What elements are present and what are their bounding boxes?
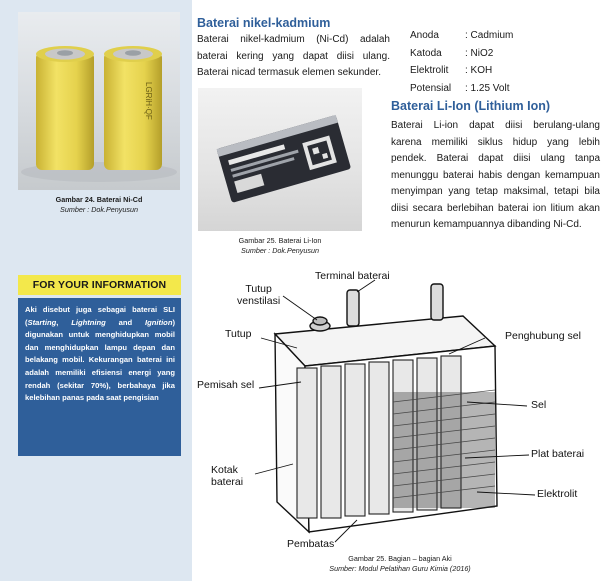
label-penghubung-sel: Penghubung sel [505,330,581,342]
fyi-box [18,298,181,456]
label-tutup-ventilasi [237,283,280,307]
fig24-title: Gambar 24. Baterai Ni-Cd [55,195,143,204]
liion-battery-photo [198,88,362,231]
fig25-aki-title: Gambar 25. Bagian – bagian Aki [348,554,452,563]
spec-key: Elektrolit [410,65,449,76]
cell-label-text: LGRiH·QF [144,82,153,120]
liion-paragraph: Baterai Li-ion dapat diisi berulang-ulang karena memiliki siklus hidup yang lebih pendek. Baterai dapat diisi ulang tanpa menunggu baterai habis dengan kemampuan menyimpan yang tetap maksimal, tetapi bila diisi secara berlebihan baterai ion litium akan menurun kemampuannya dibanding Ni-Cd. [391,120,600,230]
label-tutup-ventilasi-line1: Tutup [245,283,272,295]
fyi-text-2: , [56,317,72,327]
liion-battery-illustration [198,88,362,231]
fyi-term-lightning: Lightning [71,317,106,327]
label-pembatas: Pembatas [287,538,335,550]
label-sel: Sel [531,399,547,411]
spec-key: Potensial [410,82,452,94]
fig25-liion-title: Gambar 25. Baterai Li-Ion [238,236,322,245]
spec-value: : NiO2 [465,47,494,59]
nicd-battery-photo [18,12,180,190]
fig25-aki-source: Sumber: Modul Pelatihan Guru Kimia (2016) [329,564,471,573]
nicd-paragraph: Baterai nikel-kadmium (Ni-Cd) adalah baterai kering yang dapat diisi ulang. Baterai nicad termasuk elemen sekunder. [197,34,390,78]
label-kotak-line2: baterai [211,476,244,488]
fyi-text-4: ) digunakan untuk menghidupkan mobil dan menghidupkan lampu depan dan belakang mobil. Kekurangan baterai ini adalah memiliki efisiensi energi yang rendah (sekitar 70%), berbahaya jika kelebihan panas pada saat pengisian [25,317,175,403]
fyi-term-starting: Starting [27,317,57,327]
label-kotak-line1: Kotak [211,464,238,476]
spec-value: : 1.25 Volt [465,82,510,94]
label-tutup-ventilasi-line2: venstilasi [237,295,281,307]
fyi-term-ignition: Ignition [145,317,173,327]
fyi-text-3: and [105,317,146,327]
fig25-liion-source: Sumber : Dok.Penyusun [241,246,319,255]
aki-diagram [197,262,607,552]
liion-heading: Baterai Li-Ion (Lithium Ion) [391,99,551,113]
fyi-title: FOR YOUR INFORMATION [18,275,181,295]
fyi-text-1: Aki disebut juga sebagai baterai SLI ( [25,305,175,327]
spec-key: Katoda [410,47,442,59]
label-kotak-baterai [211,464,243,488]
spec-value: : Cadmium [465,30,514,41]
nicd-spec-table [410,27,513,97]
fig24-caption [18,195,180,215]
spec-row [410,62,513,80]
label-tutup: Tutup [225,328,252,340]
nicd-heading: Baterai nikel-kadmium [197,16,331,30]
spec-row [410,27,513,45]
label-plat-baterai: Plat baterai [531,448,585,460]
label-pemisah-sel: Pemisah sel [197,379,255,391]
spec-row [410,45,513,63]
spec-value: : KOH [465,65,493,76]
spec-key: Anoda [410,30,439,41]
fig24-source: Sumber : Dok.Penyusun [60,205,138,214]
fig25-aki-caption [300,554,500,574]
fig25-liion-caption [198,236,362,256]
spec-row [410,80,513,98]
nicd-battery-illustration [18,12,180,190]
label-terminal: Terminal baterai [315,270,390,282]
label-elektrolit: Elektrolit [537,488,578,500]
